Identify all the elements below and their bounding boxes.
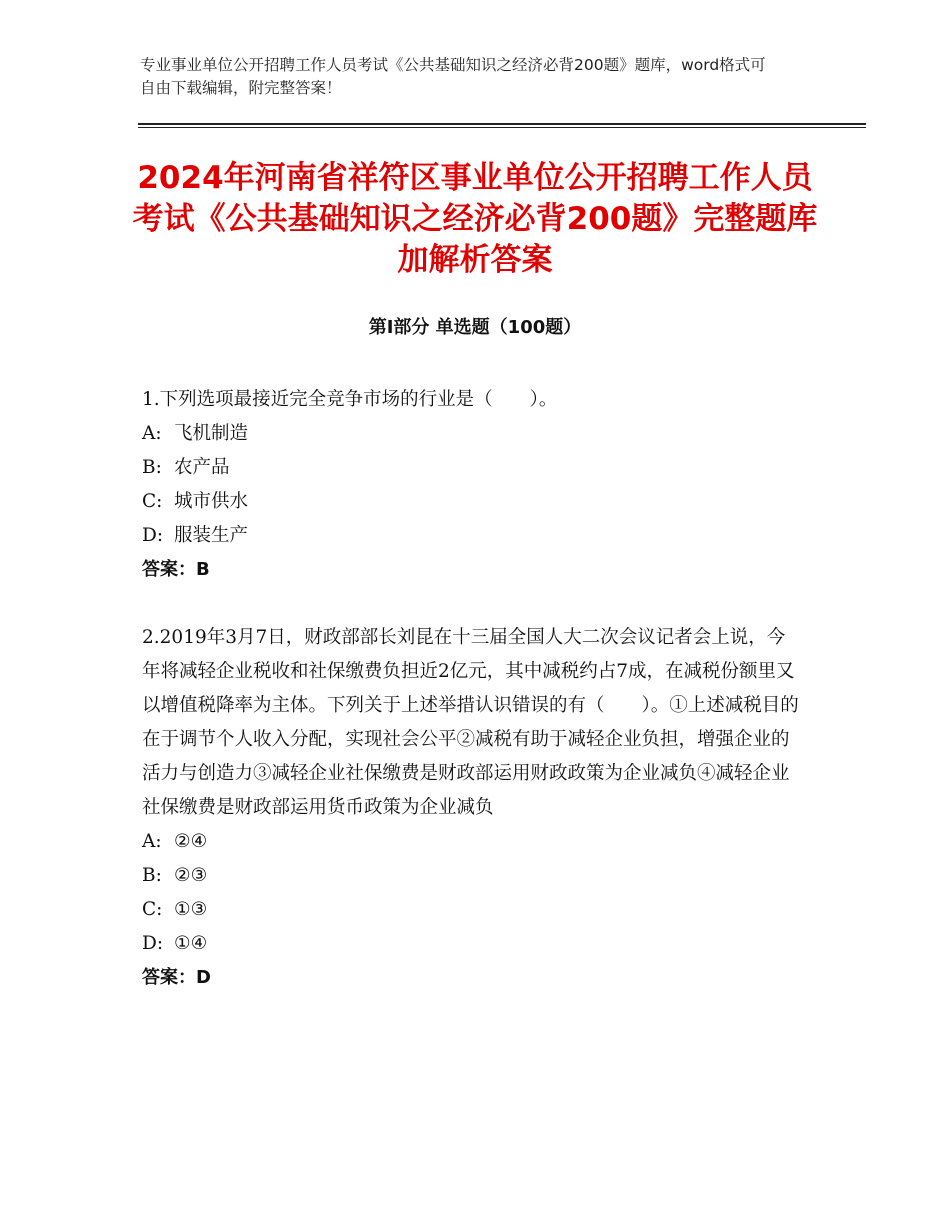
option-text: 服装生产	[174, 525, 249, 546]
option-text: 城市供水	[174, 491, 249, 512]
option-text: 飞机制造	[174, 423, 249, 444]
option-b	[142, 859, 802, 893]
option-b	[142, 451, 802, 485]
question-1	[142, 383, 802, 587]
option-c	[142, 893, 802, 927]
option-d	[142, 519, 802, 553]
option-text: 农产品	[174, 457, 230, 478]
option-a	[142, 417, 802, 451]
question-2	[142, 621, 802, 995]
option-text: ②③	[174, 865, 208, 886]
option-text: ①④	[174, 933, 208, 954]
option-text: ①③	[174, 899, 208, 920]
header-note: 专业事业单位公开招聘工作人员考试《公共基础知识之经济必背200题》题库，word格式可自由下载编辑，附完整答案！	[140, 56, 766, 97]
header-divider-thin	[138, 127, 866, 128]
header-divider-thick	[138, 123, 866, 125]
option-key: D:	[142, 525, 164, 546]
answer: 答案：B	[142, 559, 210, 580]
document-title: 2024年河南省祥符区事业单位公开招聘工作人员考试《公共基础知识之经济必背200题》完整题库加解析答案	[132, 160, 818, 278]
option-key: A:	[142, 831, 162, 852]
option-key: D:	[142, 933, 164, 954]
option-key: C:	[142, 491, 163, 512]
question-stem: 1.下列选项最接近完全竞争市场的行业是（ ）。	[142, 389, 558, 410]
option-key: C:	[142, 899, 163, 920]
option-key: A:	[142, 423, 162, 444]
option-key: B:	[142, 865, 162, 886]
option-d	[142, 927, 802, 961]
question-stem: 2.2019年3月7日，财政部部长刘昆在十三届全国人大二次会议记者会上说，今年将减轻企业税收和社保缴费负担近2亿元，其中减税约占7成，在减税份额里又以增值税降率为主体。下列关于上述举措认识错误的有（ ）。①上述减税目的在于调节个人收入分配，实现社会公平②减税有助于减轻企业负担，增强企业的活力与创造力③减轻企业社保缴费是财政部运用财政政策为企业减负④减轻企业社保缴费是财政部运用货币政策为企业减负	[142, 627, 799, 818]
option-c	[142, 485, 802, 519]
option-text: ②④	[174, 831, 208, 852]
section-heading: 第Ⅰ部分 单选题（100题）	[368, 317, 582, 338]
answer: 答案：D	[142, 967, 211, 988]
option-key: B:	[142, 457, 162, 478]
option-a	[142, 825, 802, 859]
